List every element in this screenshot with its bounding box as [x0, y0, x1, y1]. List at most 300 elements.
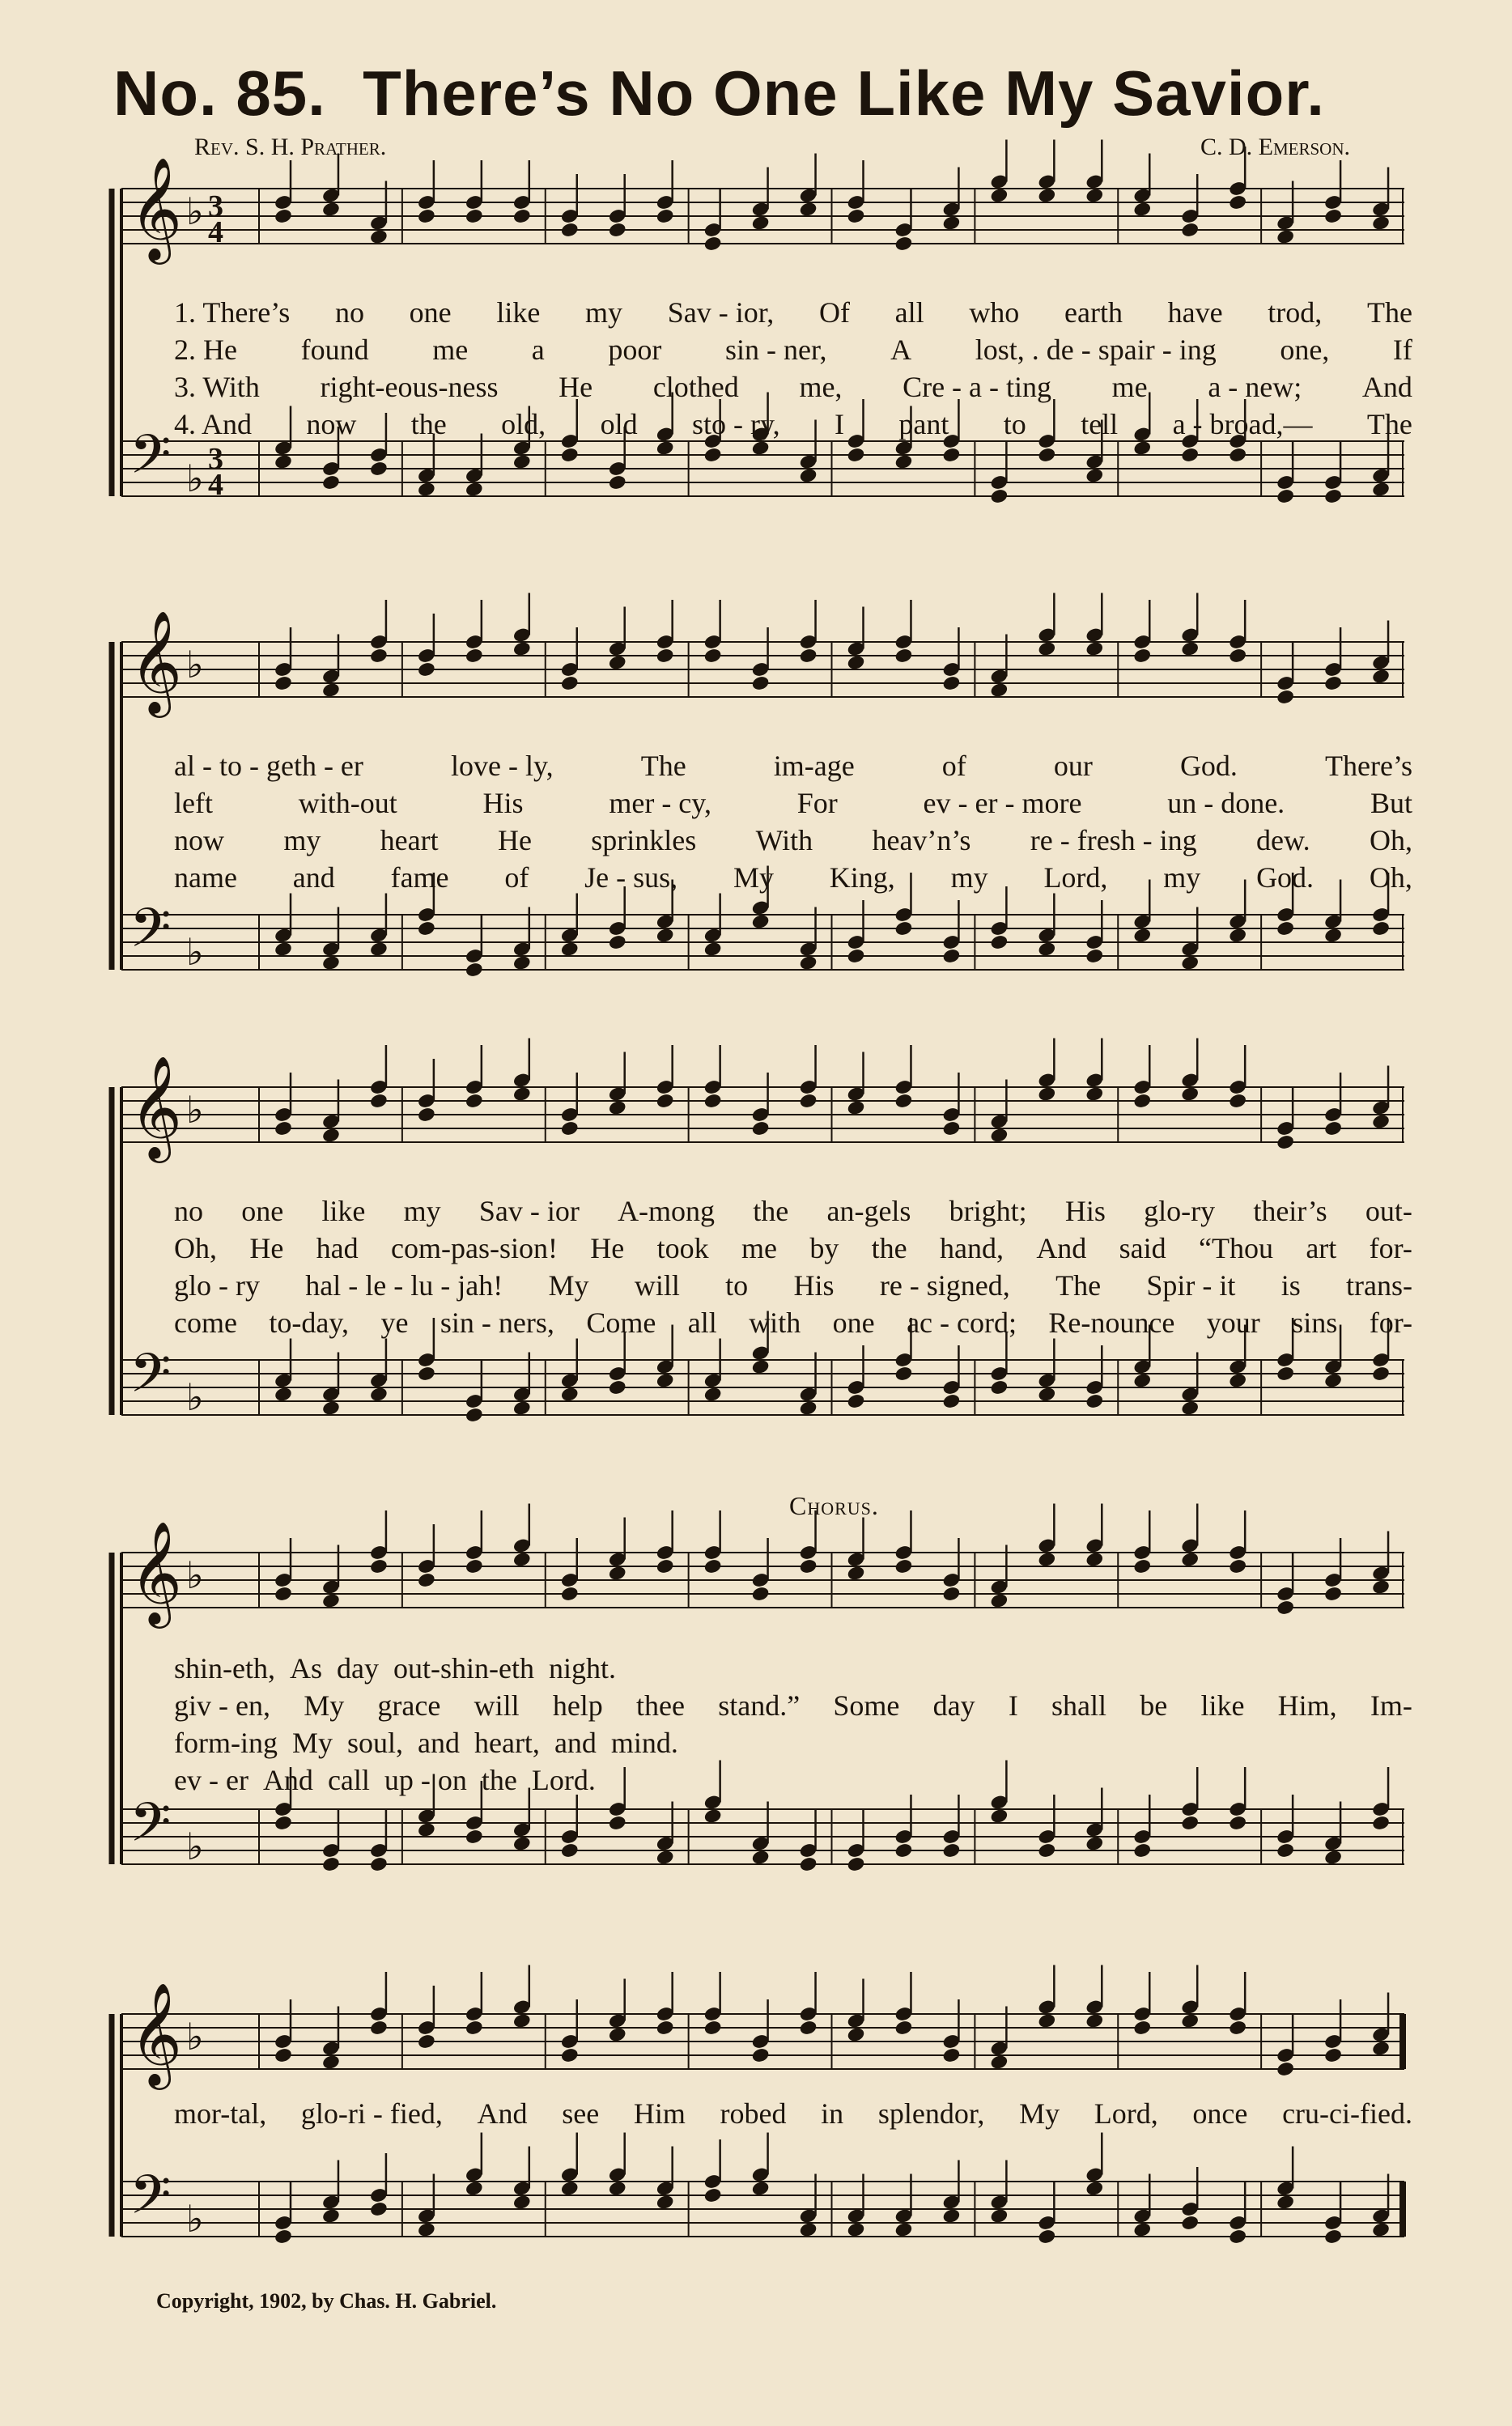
note-head: [847, 1856, 866, 1873]
lyric-word: Sav - ior: [478, 1195, 580, 1227]
key-signature-flat: ♭: [186, 1553, 204, 1597]
note-head: [560, 447, 580, 464]
note-head: [608, 1099, 627, 1116]
note-head: [799, 467, 818, 484]
note-head: [703, 941, 723, 958]
note-head: [321, 201, 341, 218]
lyric-word: and: [292, 861, 335, 894]
note-head: [1323, 488, 1343, 505]
note-head: [1037, 1551, 1056, 1568]
lyric-word: “Thou: [1199, 1232, 1273, 1264]
note-head: [1323, 1372, 1343, 1389]
note-head: [608, 654, 627, 671]
note-head: [751, 675, 771, 692]
key-signature-flat: ♭: [186, 1825, 204, 1868]
note-head: [847, 1565, 866, 1582]
lyric-line: [174, 333, 1412, 367]
note-head: [941, 215, 961, 232]
lyric-word: dew.: [1256, 824, 1310, 856]
note-head: [847, 2221, 866, 2238]
lyric-word: Come: [586, 1306, 656, 1339]
note-head: [274, 2047, 293, 2064]
note-head: [751, 2047, 771, 2064]
lyric-word: all: [687, 1306, 717, 1339]
lyric-word: His: [1064, 1195, 1106, 1227]
note-head: [321, 1856, 341, 1873]
note-head: [1276, 1600, 1295, 1617]
lyric-word: sto - ry,: [691, 408, 780, 440]
note-head: [894, 1842, 913, 1859]
note-head: [560, 222, 580, 239]
key-signature-flat: ♭: [186, 1375, 204, 1419]
lyric-word: ac - cord;: [907, 1306, 1017, 1339]
note-head: [941, 2047, 961, 2064]
note-head: [321, 2207, 341, 2224]
lyric-word: My: [304, 1689, 345, 1722]
lyric-word: an-gels: [826, 1195, 911, 1227]
note-head: [1085, 2012, 1104, 2029]
note-head: [1228, 648, 1247, 665]
note-head: [417, 1572, 436, 1589]
lyric-word: my: [950, 861, 988, 894]
lyric-word: night.: [548, 1652, 616, 1685]
system-1: [105, 156, 1412, 587]
note-head: [369, 461, 389, 478]
note-head: [656, 440, 675, 457]
note-head: [989, 934, 1009, 951]
lyric-word: my: [403, 1195, 441, 1227]
lyric-line: [174, 749, 1412, 783]
lyric-word: mer - cy,: [609, 787, 711, 819]
note-head: [1180, 2215, 1200, 2232]
note-head: [417, 661, 436, 678]
lyric-word: A: [890, 334, 912, 366]
system-5: [105, 1982, 1412, 2283]
lyric-word: If: [1392, 334, 1412, 366]
lyric-word: of: [941, 750, 966, 782]
time-signature: 4: [208, 215, 223, 249]
lyric-word: earth: [1064, 296, 1123, 329]
note-head: [894, 920, 913, 937]
note-head: [703, 648, 723, 665]
lyric-word: now: [306, 408, 357, 440]
lyric-word: call: [327, 1764, 370, 1796]
note-head: [703, 1808, 723, 1825]
lyric-word: trod,: [1268, 296, 1323, 329]
lyric-word: found: [300, 334, 369, 366]
note-head: [417, 1107, 436, 1124]
lyric-word: thee: [636, 1689, 685, 1722]
note-head: [1371, 920, 1391, 937]
note-head: [417, 1821, 436, 1838]
lyric-word: mind.: [610, 1727, 678, 1759]
lyric-word: tell: [1081, 408, 1119, 440]
note-head: [989, 1379, 1009, 1396]
lyric-word: the: [410, 408, 447, 440]
note-head: [465, 1407, 484, 1424]
note-head: [1276, 488, 1295, 505]
note-head: [1085, 1835, 1104, 1852]
note-head: [512, 1551, 532, 1568]
note-head: [560, 941, 580, 958]
note-head: [847, 447, 866, 464]
note-head: [894, 236, 913, 253]
lyric-word: day: [337, 1652, 379, 1685]
note-head: [1371, 1366, 1391, 1383]
lyric-word: As: [289, 1652, 322, 1685]
note-head: [1323, 927, 1343, 944]
note-head: [274, 1386, 293, 1403]
note-head: [1132, 1558, 1152, 1575]
lyric-word: no: [334, 296, 364, 329]
note-head: [799, 2020, 818, 2037]
lyric-line: [174, 295, 1412, 329]
lyric-line: [174, 823, 1412, 857]
lyric-word: their’s: [1253, 1195, 1327, 1227]
copyright-notice: Copyright, 1902, by Chas. H. Gabriel.: [156, 2289, 497, 2313]
lyric-word: my: [1163, 861, 1201, 894]
note-head: [1323, 675, 1343, 692]
note-head: [656, 927, 675, 944]
treble-clef: 𝄞: [130, 156, 183, 260]
lyric-word: I: [835, 408, 845, 440]
treble-clef: 𝄞: [130, 1055, 183, 1158]
note-head: [894, 1558, 913, 1575]
lyric-line: [174, 1726, 1412, 1760]
note-head: [1276, 1366, 1295, 1383]
lyric-word: our: [1053, 750, 1093, 782]
lyric-word: There’s: [1325, 750, 1412, 782]
lyric-word: heav’n’s: [872, 824, 971, 856]
note-head: [1085, 187, 1104, 204]
note-head: [751, 2180, 771, 2197]
note-head: [1228, 1372, 1247, 1389]
lyric-word: glo-ry: [1144, 1195, 1216, 1227]
note-head: [703, 2020, 723, 2037]
lyric-word: and: [418, 1727, 460, 1759]
lyric-word: heart,: [474, 1727, 540, 1759]
lyric-word: lost, . de - spair - ing: [975, 334, 1217, 366]
lyric-word: all: [894, 296, 924, 329]
note-head: [1085, 2180, 1104, 2197]
note-head: [1228, 2228, 1247, 2245]
note-head: [274, 1120, 293, 1137]
note-head: [1180, 447, 1200, 464]
lyric-word: for-: [1369, 1232, 1412, 1264]
note-head: [1132, 1842, 1152, 1859]
key-signature-flat: ♭: [186, 1088, 204, 1132]
note-head: [941, 1842, 961, 1859]
note-head: [847, 2026, 866, 2043]
note-head: [1085, 1551, 1104, 1568]
lyric-word: love - ly,: [450, 750, 554, 782]
note-head: [512, 1400, 532, 1417]
note-head: [847, 1393, 866, 1410]
lyric-word: 3. With: [174, 371, 260, 403]
note-head: [369, 1093, 389, 1110]
note-head: [1276, 228, 1295, 245]
note-head: [560, 1586, 580, 1603]
note-head: [465, 208, 484, 225]
note-head: [1037, 2012, 1056, 2029]
lyric-word: re - fresh - ing: [1030, 824, 1197, 856]
note-head: [560, 675, 580, 692]
lyric-word: Im-: [1370, 1689, 1412, 1722]
note-head: [847, 654, 866, 671]
note-head: [321, 1127, 341, 1144]
note-head: [1180, 1815, 1200, 1832]
composer-credit: C. D. Emerson.: [1200, 134, 1350, 160]
note-head: [321, 2054, 341, 2071]
note-head: [321, 1400, 341, 1417]
note-head: [1180, 1086, 1200, 1103]
note-head: [941, 1393, 961, 1410]
lyric-word: With: [755, 824, 813, 856]
note-head: [703, 2187, 723, 2204]
lyric-word: hal - le - lu - jah!: [305, 1269, 503, 1302]
lyric-word: day: [932, 1689, 975, 1722]
lyric-word: Oh,: [1369, 824, 1412, 856]
lyric-word: The: [640, 750, 686, 782]
note-head: [751, 913, 771, 930]
note-head: [1228, 447, 1247, 464]
note-head: [512, 640, 532, 657]
note-head: [417, 2033, 436, 2050]
note-head: [1180, 640, 1200, 657]
lyric-word: my: [283, 824, 321, 856]
note-head: [1037, 447, 1056, 464]
note-head: [1037, 187, 1056, 204]
lyric-word: Lord,: [1094, 2097, 1158, 2130]
lyric-word: sin - ners,: [440, 1306, 554, 1339]
treble-clef: 𝄞: [130, 1982, 183, 2085]
note-head: [1132, 201, 1152, 218]
lyric-word: splendor,: [877, 2097, 985, 2130]
note-head: [799, 648, 818, 665]
note-head: [560, 2180, 580, 2197]
lyric-word: one: [832, 1306, 875, 1339]
note-head: [941, 1120, 961, 1137]
lyric-word: name: [174, 861, 237, 894]
note-head: [1037, 1086, 1056, 1103]
lyric-word: His: [793, 1269, 835, 1302]
note-head: [1276, 920, 1295, 937]
lyric-word: My: [733, 861, 774, 894]
note-head: [1180, 954, 1200, 971]
lyric-word: His: [482, 787, 524, 819]
note-head: [1132, 1093, 1152, 1110]
note-head: [560, 1842, 580, 1859]
note-head: [1276, 689, 1295, 706]
lyric-word: will: [634, 1269, 680, 1302]
lyric-word: For: [796, 787, 838, 819]
lyric-word: The: [1366, 408, 1412, 440]
note-head: [941, 675, 961, 692]
lyric-word: for-: [1369, 1306, 1412, 1339]
lyric-word: re - signed,: [879, 1269, 1010, 1302]
hymn-number: No. 85.: [113, 57, 326, 129]
note-head: [1180, 2012, 1200, 2029]
note-head: [941, 2207, 961, 2224]
key-signature-flat: ♭: [186, 457, 204, 500]
note-head: [1132, 1372, 1152, 1389]
note-head: [512, 208, 532, 225]
note-head: [799, 954, 818, 971]
note-head: [465, 481, 484, 498]
lyric-word: is: [1281, 1269, 1301, 1302]
lyric-word: ye: [380, 1306, 409, 1339]
note-head: [799, 1856, 818, 1873]
lyric-word: Re-nounce: [1048, 1306, 1175, 1339]
note-head: [847, 1099, 866, 1116]
note-head: [1132, 648, 1152, 665]
bass-clef: 𝄢: [130, 897, 172, 972]
treble-clef: 𝄞: [130, 1520, 183, 1624]
note-head: [1371, 481, 1391, 498]
note-head: [1180, 222, 1200, 239]
note-head: [321, 954, 341, 971]
lyric-word: form-ing: [174, 1727, 278, 1759]
note-head: [608, 474, 627, 491]
note-head: [1132, 2020, 1152, 2037]
lyric-word: soul,: [346, 1727, 403, 1759]
lyric-word: 2. He: [174, 334, 237, 366]
note-head: [417, 208, 436, 225]
lyric-word: A-mong: [618, 1195, 716, 1227]
note-head: [465, 2020, 484, 2037]
note-head: [1085, 948, 1104, 965]
lyric-word: giv - en,: [174, 1689, 270, 1722]
staff-system-5: [105, 1982, 1404, 2283]
note-head: [1132, 2221, 1152, 2238]
lyric-word: me: [432, 334, 469, 366]
lyric-line: [174, 370, 1412, 404]
lyric-word: like: [321, 1195, 366, 1227]
note-head: [274, 1586, 293, 1603]
note-head: [274, 941, 293, 958]
note-head: [989, 187, 1009, 204]
note-head: [512, 1086, 532, 1103]
note-head: [703, 1558, 723, 1575]
lyric-word: will: [474, 1689, 520, 1722]
lyric-word: The: [1366, 296, 1412, 329]
lyric-word: shin-eth,: [174, 1652, 275, 1685]
note-head: [1037, 1386, 1056, 1403]
lyric-word: 4. And: [174, 408, 253, 440]
lyric-word: Lord.: [531, 1764, 596, 1796]
lyric-word: glo-ri - fied,: [300, 2097, 443, 2130]
note-head: [799, 1558, 818, 1575]
note-head: [989, 682, 1009, 699]
bass-clef: 𝄢: [130, 2164, 172, 2239]
note-head: [656, 648, 675, 665]
lyric-word: like: [1200, 1689, 1245, 1722]
note-head: [321, 1592, 341, 1609]
note-head: [1037, 1842, 1056, 1859]
bass-clef: 𝄢: [130, 1342, 172, 1417]
note-head: [608, 1565, 627, 1582]
lyric-word: Sav - ior,: [667, 296, 775, 329]
lyric-word: come: [174, 1306, 237, 1339]
note-head: [1228, 2020, 1247, 2037]
note-head: [1323, 1849, 1343, 1866]
note-head: [989, 1808, 1009, 1825]
lyric-word: who: [969, 296, 1020, 329]
chorus-label: Chorus.: [789, 1491, 879, 1520]
note-head: [465, 962, 484, 979]
note-head: [1276, 1842, 1295, 1859]
lyric-word: me: [741, 1232, 777, 1264]
lyric-word: once: [1192, 2097, 1248, 2130]
note-head: [1323, 2228, 1343, 2245]
note-head: [1276, 1134, 1295, 1151]
lyric-word: with-out: [298, 787, 397, 819]
lyric-word: hand,: [939, 1232, 1004, 1264]
lyric-word: your: [1206, 1306, 1260, 1339]
note-head: [512, 453, 532, 470]
lyric-word: me,: [799, 371, 843, 403]
lyric-word: pant: [898, 408, 949, 440]
note-head: [1085, 640, 1104, 657]
note-head: [1371, 1113, 1391, 1130]
note-head: [656, 2020, 675, 2037]
key-signature-flat: ♭: [186, 643, 204, 686]
key-signature-flat: ♭: [186, 189, 204, 233]
note-head: [369, 1386, 389, 1403]
note-head: [989, 1592, 1009, 1609]
lyric-word: heart: [380, 824, 439, 856]
note-head: [369, 941, 389, 958]
note-head: [1371, 2040, 1391, 2057]
note-head: [703, 1093, 723, 1110]
note-head: [656, 208, 675, 225]
lyric-word: Oh,: [1369, 861, 1412, 894]
note-head: [751, 1849, 771, 1866]
note-head: [894, 2020, 913, 2037]
note-head: [274, 208, 293, 225]
lyric-word: And: [1036, 1232, 1087, 1264]
note-head: [274, 453, 293, 470]
lyric-word: like: [496, 296, 541, 329]
key-signature-flat: ♭: [186, 2015, 204, 2058]
note-head: [417, 481, 436, 498]
lyric-word: help: [552, 1689, 603, 1722]
system-3: [105, 1055, 1412, 1485]
note-head: [274, 1815, 293, 1832]
lyric-word: right-eous-ness: [320, 371, 499, 403]
note-head: [1276, 2194, 1295, 2211]
lyric-line: [174, 2097, 1412, 2131]
time-signature: 3: [208, 189, 223, 223]
note-head: [1323, 1586, 1343, 1603]
lyric-word: im-age: [773, 750, 855, 782]
note-head: [989, 2207, 1009, 2224]
lyric-word: old,: [501, 408, 546, 440]
lyric-line: [174, 786, 1412, 820]
note-head: [1371, 1578, 1391, 1595]
note-head: [1228, 1093, 1247, 1110]
note-head: [894, 453, 913, 470]
note-head: [1323, 208, 1343, 225]
note-head: [1228, 1815, 1247, 1832]
lyric-line: [174, 1306, 1412, 1340]
note-head: [703, 447, 723, 464]
note-head: [751, 1120, 771, 1137]
note-head: [1323, 2047, 1343, 2064]
lyric-word: God.: [1179, 750, 1238, 782]
lyric-word: Lord,: [1043, 861, 1108, 894]
note-head: [369, 1558, 389, 1575]
